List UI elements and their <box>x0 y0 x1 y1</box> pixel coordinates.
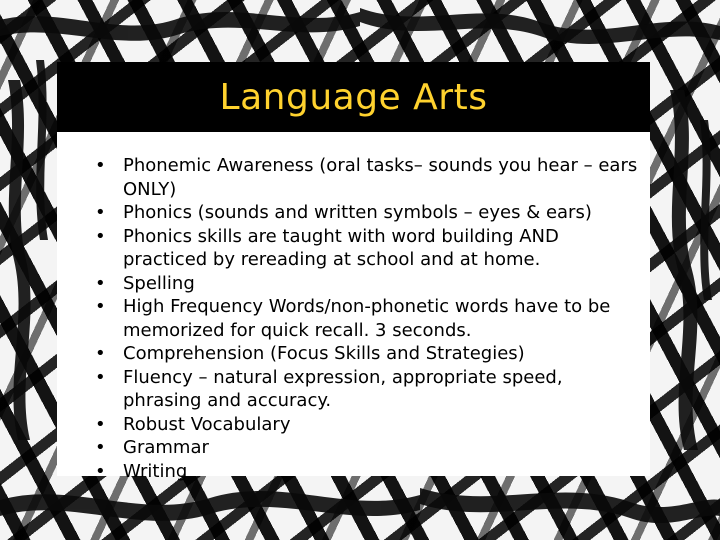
list-item <box>85 460 645 484</box>
bullet-icon: • <box>95 437 106 458</box>
list-item <box>85 413 645 437</box>
bullet-text: Phonics skills are taught with word building AND practiced by rereading at school and at home. <box>123 225 559 270</box>
list-item <box>85 295 645 342</box>
bullet-icon: • <box>95 155 106 176</box>
list-item <box>85 436 645 460</box>
title-bar <box>57 62 650 132</box>
list-item <box>85 342 645 366</box>
bullet-text: High Frequency Words/non-phonetic words have to be memorized for quick recall. 3 seconds. <box>123 296 611 341</box>
list-item <box>85 201 645 225</box>
slide-title: Language Arts <box>219 76 488 118</box>
list-item <box>85 272 645 296</box>
bullet-text: Phonics (sounds and written symbols – eyes & ears) <box>123 202 592 223</box>
bullet-text: Spelling <box>123 272 195 294</box>
slide-content-panel <box>57 62 650 482</box>
bullet-icon: • <box>95 413 106 435</box>
bullet-icon: • <box>95 272 106 294</box>
bullet-text: Comprehension (Focus Skills and Strategies) <box>123 343 525 364</box>
bullet-icon: • <box>95 460 106 482</box>
bullet-icon: • <box>95 343 106 364</box>
bullet-text: Phonemic Awareness (oral tasks– sounds you hear – ears ONLY) <box>123 155 638 200</box>
list-item <box>85 366 645 413</box>
bullet-text: Fluency – natural expression, appropriate speed, phrasing and accuracy. <box>123 366 563 411</box>
bullet-text: Grammar <box>123 437 209 458</box>
bullet-list <box>85 154 645 483</box>
bullet-icon: • <box>95 202 106 223</box>
bullet-icon: • <box>95 366 106 388</box>
bullet-icon: • <box>95 296 106 317</box>
bullet-text: Writing <box>123 460 188 482</box>
bullet-icon: • <box>95 225 106 247</box>
list-item <box>85 225 645 272</box>
list-item <box>85 154 645 201</box>
bullet-text: Robust Vocabulary <box>123 413 291 435</box>
